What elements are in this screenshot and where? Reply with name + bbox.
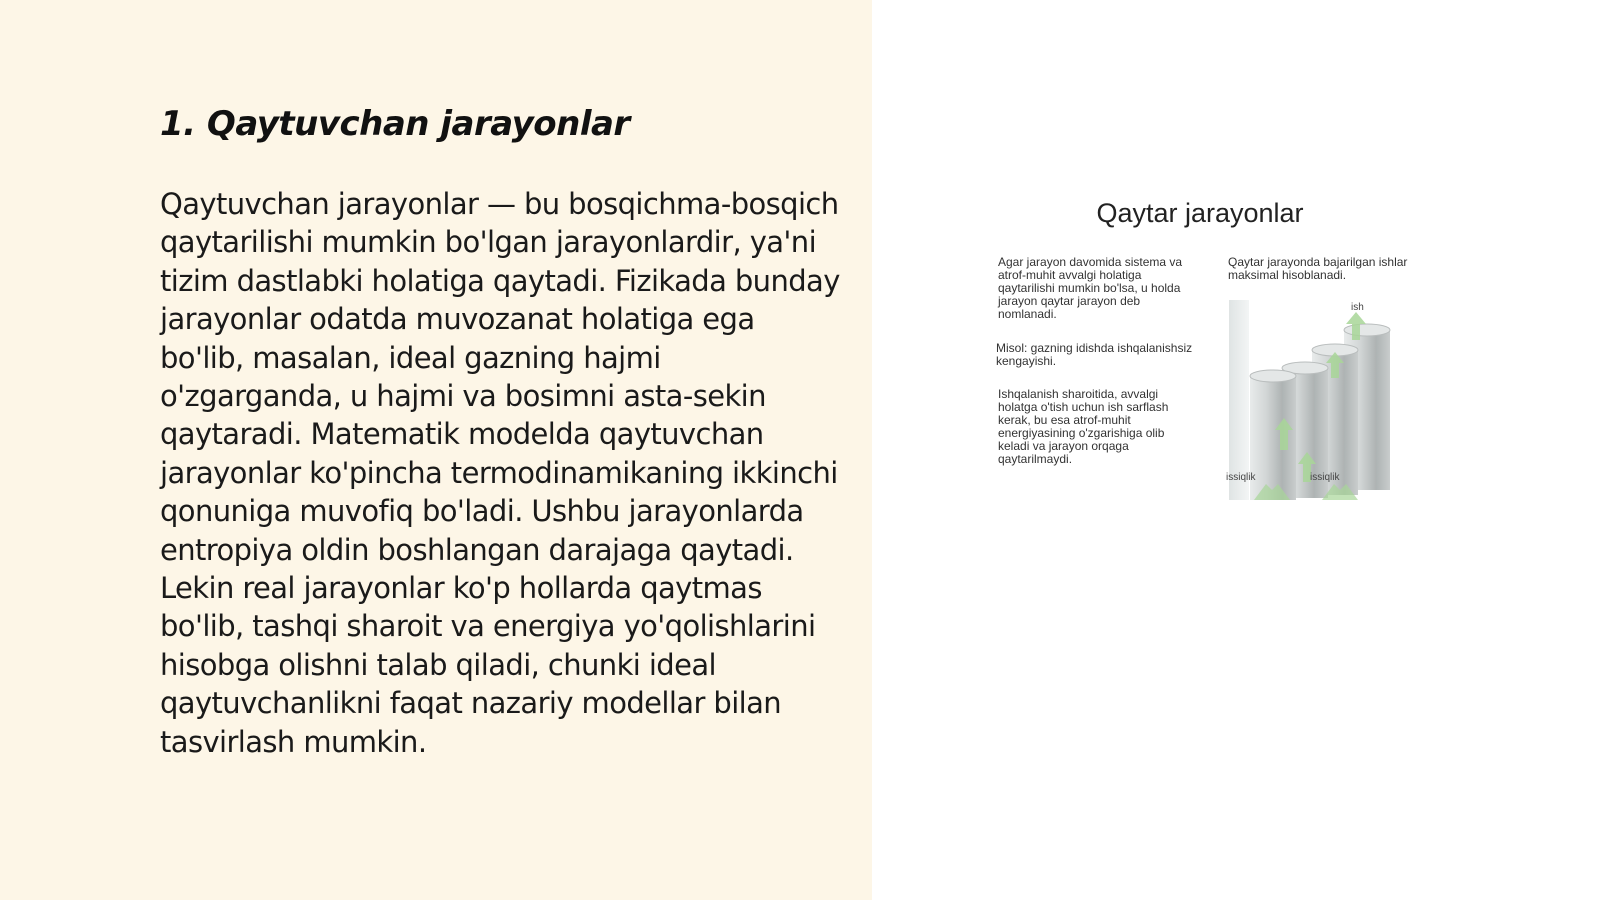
cylinders-illustration xyxy=(1226,300,1426,505)
body-paragraph: Qaytuvchan jarayonlar — bu bosqichma-bosqich qaytarilishi mumkin bo'lgan jarayonlardir, ya'ni tizim dastlabki holatiga qaytadi. Fizikada bunday jarayonlar odatda muvozanat holatiga ega bo'lib, masalan, ideal gazning hajmi o'zgarganda, u hajmi va bosimni asta-sekin qaytaradi. Matematik modelda qaytuvchan jarayonlar ko'pincha termodinamikaning ikkinchi qonuniga muvofiq bo'ladi. Ushbu jarayonlarda entropiya oldin boshlangan darajaga qaytadi. Lekin real jarayonlar ko'p hollarda qaytmas bo'lib, tashqi sharoit va energiya yo'qolishlarini hisobga olishni talab qiladi, chunki ideal qaytuvchanlikni faqat nazariy modellar bilan tasvirlash mumkin. xyxy=(160,187,840,759)
process-figure xyxy=(990,190,1430,510)
cylinder-front xyxy=(1250,370,1296,500)
tall-cylinder-shape xyxy=(1229,300,1249,500)
work-label: ish xyxy=(1351,302,1364,313)
heat-label-left: issiqlik xyxy=(1226,472,1256,483)
figure-friction-text: Ishqalanish sharoitida, avvalgi holatga o'tish uchun ish sarflash kerak, bu esa atrof-muhit energiyasining o'zgarishiga olib keladi va jarayon orqaga qaytarilmaydi. xyxy=(998,387,1169,466)
section-heading: 1. Qaytuvchan jarayonlar xyxy=(160,104,630,144)
figure-example-text: Misol: gazning idishda ishqalanishsiz kengayishi. xyxy=(996,341,1193,368)
heat-label-right: issiqlik xyxy=(1310,472,1340,483)
figure-title: Qaytar jarayonlar xyxy=(1096,198,1304,228)
figure-definition-text: Agar jarayon davomida sistema va atrof-muhit avvalgi holatiga qaytarilishi mumkin bo'lsa, u holda jarayon qaytar jarayon deb nomlanadi. xyxy=(998,255,1183,321)
figure-work-text: Qaytar jarayonda bajarilgan ishlar maksimal hisoblanadi. xyxy=(1228,255,1408,282)
